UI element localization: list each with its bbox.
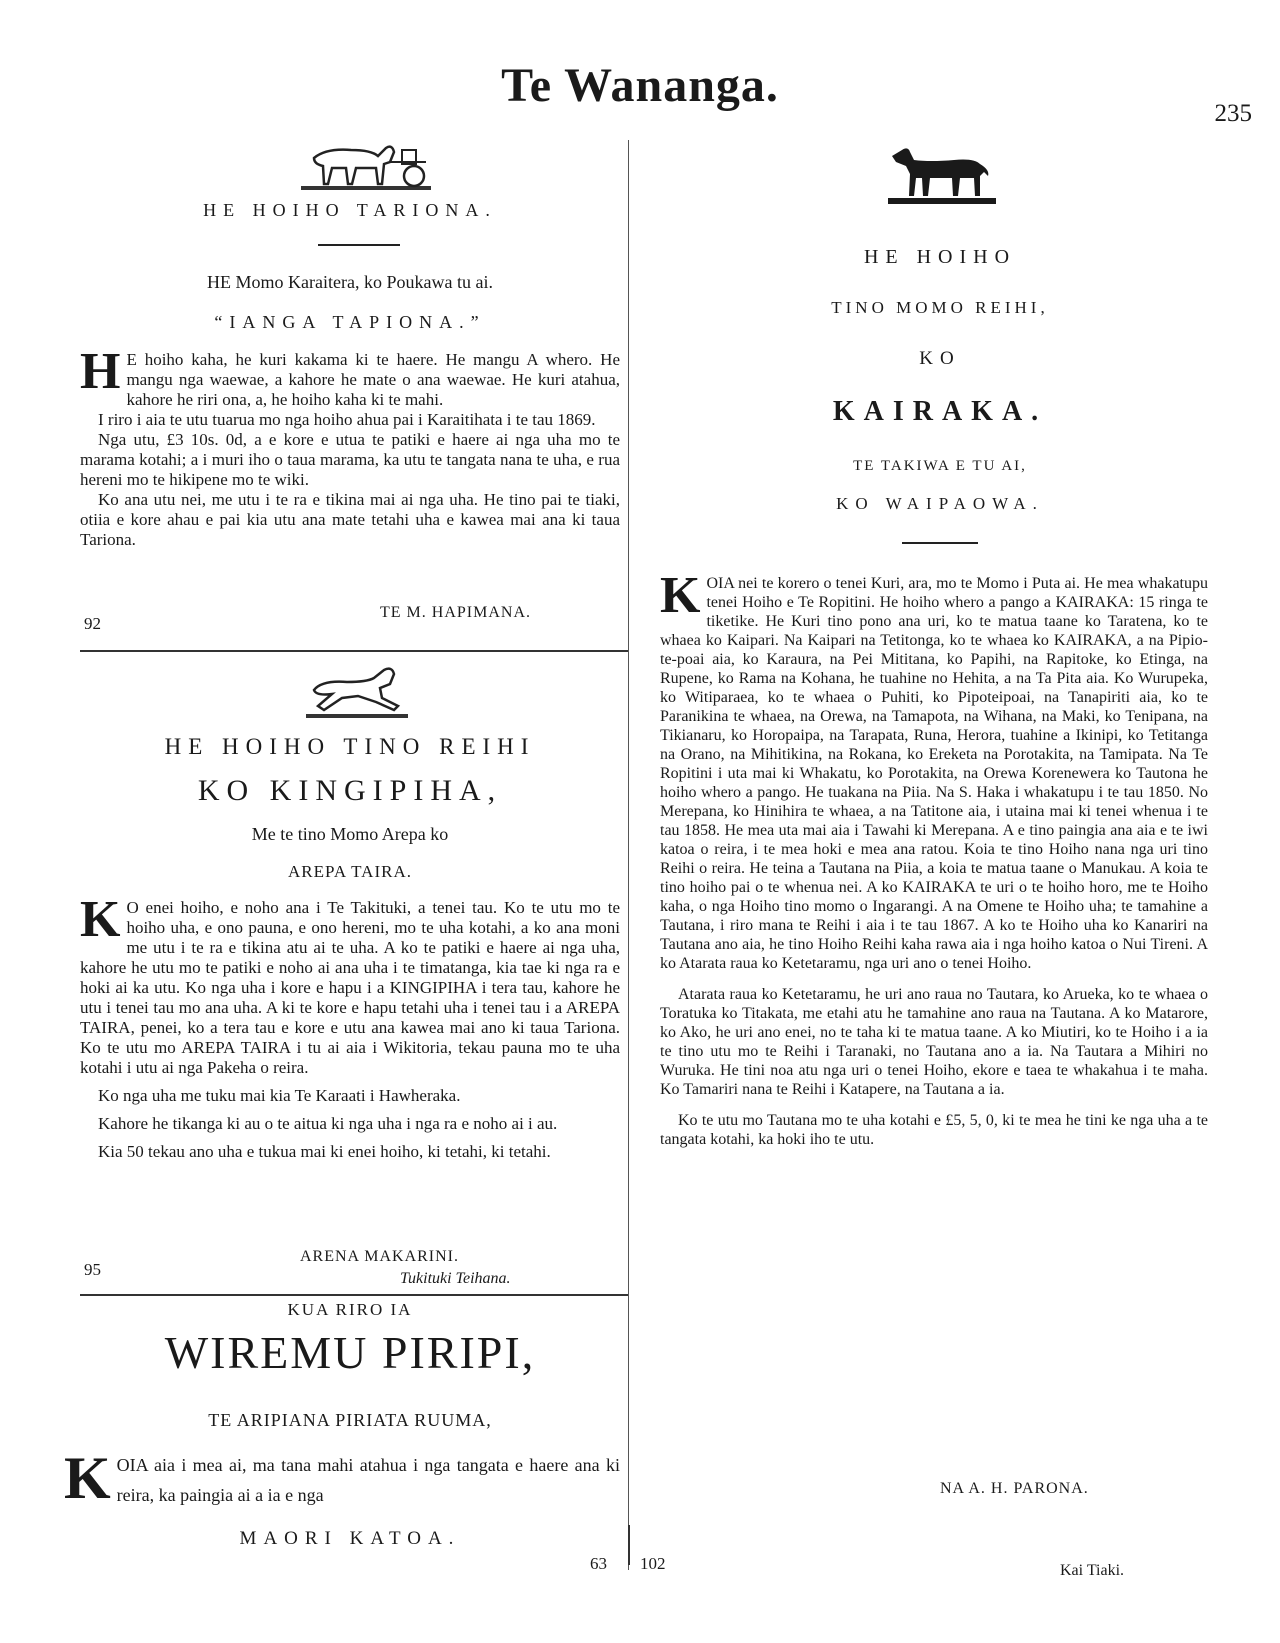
ad3-number: 63	[590, 1554, 607, 1573]
ad3-subline: TE ARIPIANA PIRIATA RUUMA,	[208, 1410, 492, 1430]
right-signature: NA A. H. PARONA.	[940, 1480, 1089, 1497]
ad2-number: 95	[84, 1260, 101, 1279]
right-signature-role: Kai Tiaki.	[1060, 1562, 1125, 1579]
ad1-divider	[80, 650, 628, 652]
right-number: 102	[640, 1554, 666, 1573]
standing-horse-illustration	[884, 136, 1000, 208]
ad3-name: WIREMU PIRIPI,	[164, 1327, 536, 1378]
page-number: 235	[1214, 100, 1252, 127]
ad2-subname: AREPA TAIRA.	[287, 862, 412, 881]
ad1-name: “IANGA TAPIONA.”	[214, 312, 486, 332]
right-body	[660, 567, 1208, 1149]
right-heading: HE HOIHO	[863, 246, 1017, 268]
ad1-paragraph: Ko ana utu nei, me utu i te ra e tikina mai ai nga uha. He tino pai te tiaki, otiia e kore ahau e pai kia utu ana mate tetahi uha e kawea mai ana ki taua Tariona.	[80, 490, 620, 549]
ad2-body	[80, 891, 620, 1162]
ad3-paragraph: OIA aia i mea ai, ma tana mahi atahua i nga tangata e haere ana ki reira, ka paingia ai a ia e nga	[116, 1455, 620, 1505]
ad3-kicker: KUA RIRO IA	[287, 1300, 413, 1319]
ad2-dropcap: K	[80, 891, 121, 948]
right-subline: TINO MOMO REIHI,	[831, 298, 1049, 317]
ad3-body	[64, 1445, 620, 1511]
right-paragraph: Ko te utu mo Tautana mo te uha kotahi e £5, 5, 0, ki te mea he tini ke nga uha a te tangata kotahi, ka hoki iho te utu.	[660, 1112, 1208, 1148]
masthead-title: Te Wananga.	[501, 59, 779, 112]
ad3-dropcap: K	[64, 1445, 111, 1511]
ad1-paragraph: Nga utu, £3 10s. 0d, a e kore e utua te patiki e haere ai nga uha mo te marama kotahi; a i muri iho o taua marama, ka utu te tangata nana te uha, e rua hereni mo te hikipene mo te wiki.	[80, 430, 620, 489]
right-paragraph: Atarata raua ko Ketetaramu, he uri ano raua no Tautara, ko Arueka, ko te whaea o Toratuka ko Titakata, me etahi atu he tamahine ano raua na Tautana. A ko Matarore, ko Ako, he uri ano enei, no te taha ki te matua taane. A ko Miutiri, ko te Hoiho i a ia te tino utu mo te Reihi i Taranaki, no Tautana ano a ia. Na Tautara a Mihiri no Wuruka. He tini noa atu nga uri o tenei Hoiho, ekore e taea te whakahua i te maha. Ko Tamariri nana te Reihi i Katapere, na Tautana a ia.	[660, 986, 1208, 1098]
right-ko: KO	[919, 348, 961, 369]
ad1-signature: TE M. HAPIMANA.	[380, 604, 531, 621]
horse-cart-illustration	[296, 128, 436, 198]
ad3-closing: MAORI KATOA.	[239, 1528, 461, 1549]
right-paragraph: OIA nei te korero o tenei Kuri, ara, mo te Momo i Puta ai. He mea whakatupu tenei Hoiho e Te Ropitini. He hoiho whero a pango a KAIRAKA: 15 ringa te tiketike. He Kuri tino pono ana uri, ko te matua taane ko Taratena, ko te whaea ko Kaipari. Na Kaipari na Tetitonga, ko te whaea ko KAIRAKA, a na Pipio-te-poai aia, ko Karaura, na Pei Mititana, ko Papihi, na Rapitoke, ko Etinga, na Rupene, ko Rama na Kohana, he tuahine no Hehita, a na Ta Pita aia. Ko Wurupeka, ko Witiparaea, ko te whaea o Puhiti, ko Pipoteipoai, na Tanapiriti aia, ko te Paranikina te whaea, na Orewa, na Tamapota, na Wihana, na Maki, ko Tenipana, na Tikianaru, ko Horopaipa, na Tarapata, Runa, Herora, tuahine a Ikinipi, ko Tetitanga na Orano, na Mihitikina, na Rokana, ko Ereketa na Porotakita, na Tamipata. Na Te Ropitini i uta mai ki Whakatu, ko Porotakita, na Orewa Korenewera ko Tautona he hoiho whero a pango. He tuakana na Piia. Na S. Haka i whakatupu i te tau 1850. No Merepana, ko Hinihira te whaea, a na Tatitone aia, i utaina mai ki tenei whenua i te tau 1858. He mea uta mai aia i Tawahi ki Merepana. A e tino paingia ana aia e te iwi katoa o reira, i te mea hoki e mea ana ratou. Koia te tino Hoiho nana nga uri tino Reihi o reira. He teina a Tautana na Piia, a koia te matua taane o Manukau. A koia te tino hoiho pai o te whenua nei. A ko KAIRAKA te uri o te hoiho horo, me te Hoiho kaha, o nga Hoiho tino momo o Ingarangi. A na Omene te Hoiho uha; te tamahine a Tautana, i riro mana te Reihi i aia i te tau 1867. A ko te Hoiho uha ko Kanariri na Tautana ano aia, he tino Hoiho Reihi kaha rawa aia i nga hoiho katoa o Nui Tireni. A ko Atarata raua ko Ketetaramu, nga uri ano o tenei Hoiho.	[660, 575, 1208, 972]
ad2-paragraph: Ko nga uha me tuku mai kia Te Karaati i Hawheraka.	[98, 1086, 461, 1105]
ad2-name: KO KINGIPIHA,	[197, 774, 503, 807]
ad1-dropcap: H	[80, 343, 121, 400]
ad1-heading: HE HOIHO TARIONA.	[203, 200, 497, 220]
ad2-subline: Me te tino Momo Arepa ko	[251, 824, 449, 844]
ad2-paragraph: O enei hoiho, e noho ana i Te Takituki, a tenei tau. Ko te utu mo te hoiho uha, e ono pauna, e ono hereni, mo te uha kotahi, a ko ana moni me utu i te ra e tikina atu ai te uha. A ko te patiki e haere ai nga uha, kahore he utu mo te patiki e noho ai ana uha i te timatanga, kia tae ki nga ra e hoki ai ka utu. Ko nga uha i kore e hapu i a KINGIPIHA i tera tau, kahore he utu i tenei tau mo ana uha. A ki te kore e hapu tetahi uha i tenei tau i a AREPA TAIRA, penei, ko a tera tau e kore e utu ana kawea mai ano ki taua Tariona. Ko te utu mo AREPA TAIRA i tu ai aia i Wikitoria, tekau pauna mo te uha kotahi i utu ai nga Pakeha o reira.	[80, 898, 620, 1077]
column-divider	[628, 140, 629, 1570]
ad1-rule	[318, 244, 400, 246]
ad2-heading: HE HOIHO TINO REIHI	[164, 734, 536, 759]
ad1-number: 92	[84, 614, 101, 633]
right-locline: TE TAKIWA E TU AI,	[853, 458, 1027, 474]
right-rule	[902, 542, 978, 544]
right-name: KAIRAKA.	[832, 396, 1048, 427]
ad1-paragraph: E hoiho kaha, he kuri kakama ki te haere. He mangu A whero. He mangu nga waewae, a kahore he mate o ana waewae. He kuri atahua, kahore he riri ona, a, he hoiho kaha ki te mahi.	[126, 350, 620, 409]
ad2-divider	[80, 1294, 628, 1296]
column-divider-foot	[628, 1525, 630, 1565]
ad2-paragraph: Kia 50 tekau ano uha e tukua mai ki enei hoiho, ki tetahi, ki tetahi.	[98, 1142, 551, 1161]
ad2-signature: ARENA MAKARINI.	[300, 1248, 459, 1265]
ad1-body	[80, 343, 620, 550]
ad1-subline: HE Momo Karaitera, ko Poukawa tu ai.	[207, 272, 493, 292]
right-place: KO WAIPAOWA.	[836, 494, 1044, 513]
ad1-paragraph: I riro i aia te utu tuarua mo nga hoiho ahua pai i Karaitihata i te tau 1869.	[98, 410, 596, 429]
ad2-paragraph: Kahore he tikanga ki au o te aitua ki nga uha i nga ra e noho ai i au.	[98, 1114, 558, 1133]
right-dropcap: K	[660, 567, 701, 624]
running-horse-illustration	[302, 662, 412, 724]
ad2-signature-location: Tukituki Teihana.	[400, 1270, 511, 1287]
